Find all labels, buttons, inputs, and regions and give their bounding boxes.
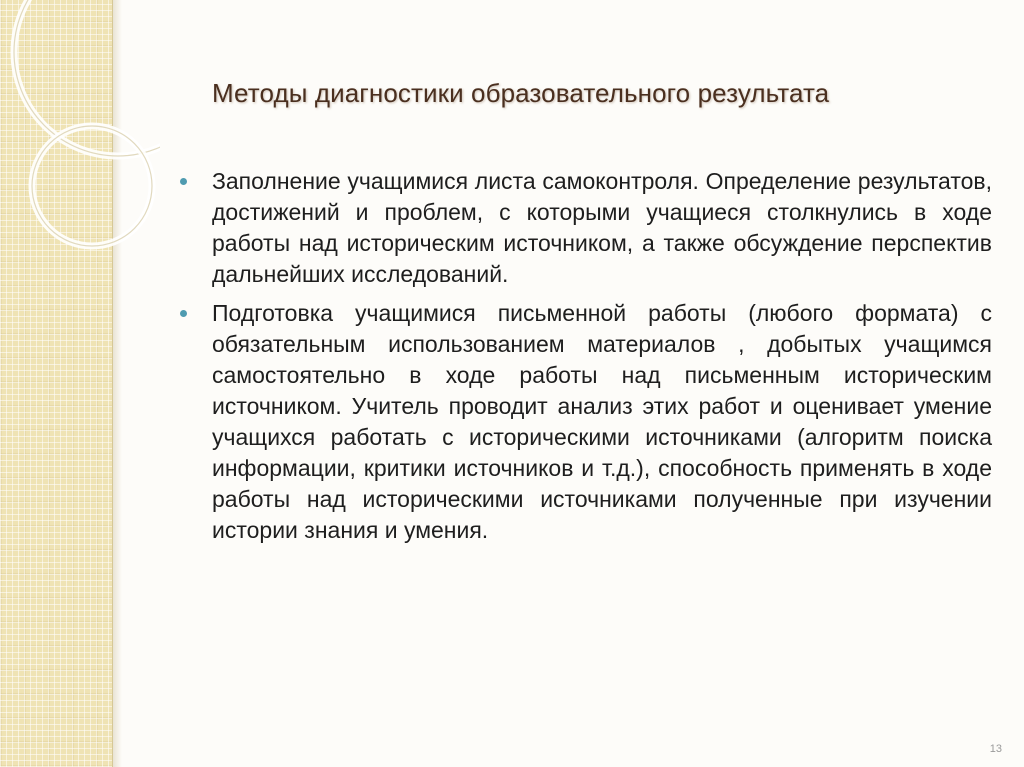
bullet-item [180,166,992,290]
bullet-dot-icon [180,178,187,185]
bullet-text: Подготовка учащимися письменной работы (любого формата) с обязательным использованием материалов , добытых учащимся самостоятельно в ходе работы над письменным историческим источником. Учитель проводит анализ этих работ и оценивает умение учащихся работать с историческими источниками (алгоритм поиска информации, критики источников и т.д.), способность применять в ходе работы над историческими источниками полученные при изучении истории знания и умения. [212,300,992,543]
bullet-text: Заполнение учащимися листа самоконтроля. Определение результатов, достижений и проблем, с которыми учащиеся столкнулись в ходе работы над историческим источником, а также обсуждение перспектив дальнейших исследований. [212,168,992,287]
bullet-item [180,298,992,546]
decorative-rings-icon [0,0,160,300]
slide-title: Методы диагностики образовательного результата [212,78,830,108]
bullet-list [180,166,992,554]
bullet-dot-icon [180,310,187,317]
page-number: 13 [989,743,1002,755]
